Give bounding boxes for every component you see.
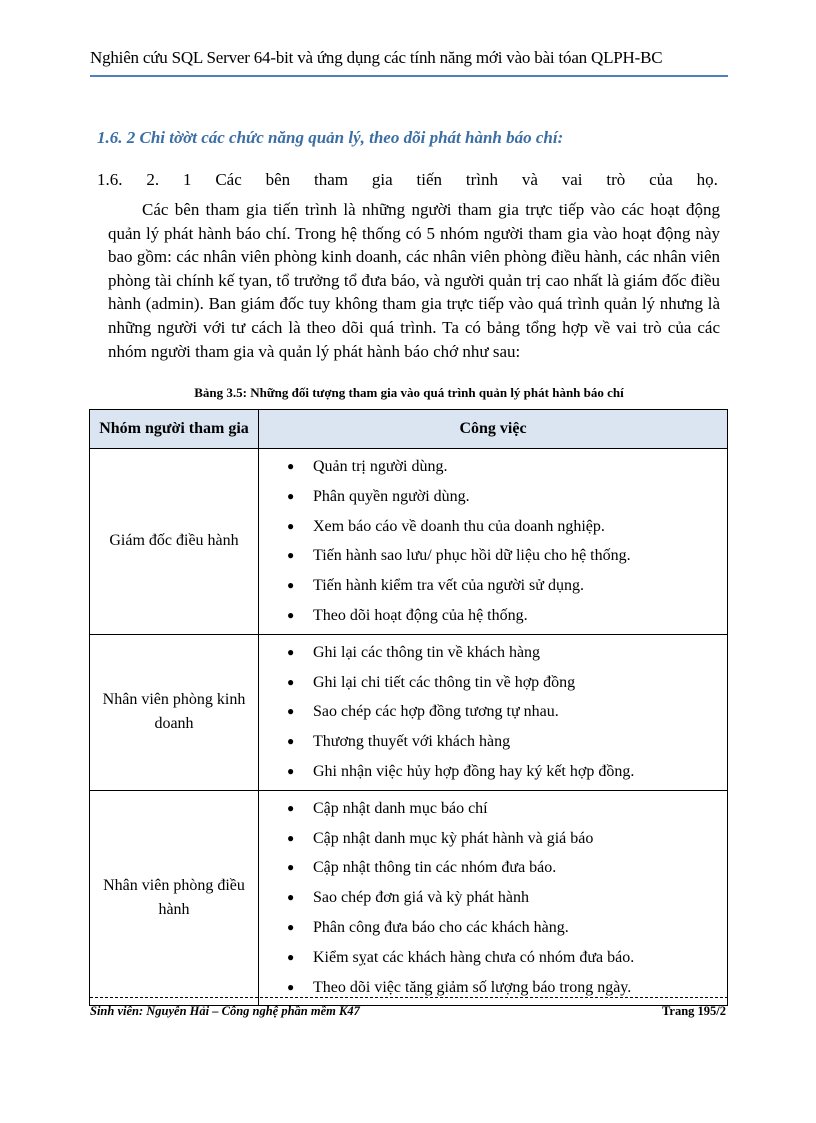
- task-item: [259, 541, 727, 571]
- task-item: [259, 571, 727, 601]
- header-tasks-column: Công việc: [259, 410, 728, 449]
- roles-table: [89, 409, 728, 1006]
- subheading-word: trình: [465, 170, 498, 189]
- task-item: [259, 727, 727, 757]
- table-row: [90, 634, 728, 790]
- task-item: [259, 482, 727, 512]
- section-title: 1.6. 2 Chi tờờt các chức năng quản lý, theo dõi phát hành báo chí:: [97, 128, 564, 147]
- task-item: [259, 452, 727, 482]
- bullet-icon: ●: [287, 734, 295, 749]
- bullet-icon: ●: [287, 860, 295, 875]
- bullet-icon: ●: [287, 488, 295, 503]
- task-item: [259, 824, 727, 854]
- task-item: [259, 883, 727, 913]
- bullet-icon: ●: [287, 830, 295, 845]
- task-text: Cập nhật danh mục kỳ phát hành và giá báo: [313, 829, 594, 847]
- task-item: [259, 943, 727, 973]
- table-header-row: [90, 410, 728, 449]
- subheading-word: và: [521, 170, 538, 189]
- task-text: Theo dõi việc tăng giảm số lượng báo trong ngày.: [313, 978, 632, 996]
- task-item: [259, 697, 727, 727]
- header-divider: [90, 75, 728, 77]
- task-text: Sao chép các hợp đồng tương tự nhau.: [313, 703, 559, 721]
- footer-page-number: Trang 195/2: [661, 1004, 726, 1018]
- task-text: Quản trị người dùng.: [313, 458, 448, 475]
- subheading-word: bên: [265, 170, 291, 189]
- tasks-cell: [259, 634, 728, 790]
- bullet-icon: ●: [287, 979, 295, 994]
- task-list: [259, 791, 727, 1006]
- task-text: Phân công đưa báo cho các khách hàng.: [313, 918, 569, 936]
- task-text: Ghi nhận việc hủy hợp đồng hay ký kết hợp đồng.: [313, 762, 635, 780]
- page-header-title: Nghiên cứu SQL Server 64-bit và ứng dụng các tính năng mới vào bài tóan QLPH-BC: [90, 48, 663, 67]
- bullet-icon: ●: [287, 548, 295, 563]
- task-item: [259, 512, 727, 542]
- task-item: [259, 668, 727, 698]
- bullet-icon: ●: [287, 578, 295, 593]
- body-paragraph: Các bên tham gia tiến trình là những người tham gia trực tiếp vào các hoạt động quản lý phát hành báo chí. Trong hệ thống có 5 nhóm người tham gia vào hoạt động này bao gồm: các nhân viên phòng kinh doanh, các nhân viên phòng điều hành, các nhân viên phòng tài chính kế tyan, tổ trưởng tổ đưa báo, và người quản trị cao nhất là giám đốc điều hành (admin). Ban giám đốc tuy không tham gia trực tiếp vào quá trình quản lý nhưng là những người với tư cách là theo dõi quá trình. Ta có bảng tổng hợp về vai trò của các nhóm người tham gia và quản lý phát hành báo chớ như sau:: [108, 200, 720, 361]
- task-list: [259, 449, 727, 634]
- table-row: [90, 449, 728, 635]
- tasks-cell: [259, 790, 728, 1006]
- subheading-word: 1: [182, 170, 192, 189]
- task-text: Phân quyền người dùng.: [313, 487, 470, 505]
- subheading-word: 1.6.: [97, 170, 123, 189]
- task-text: Theo dõi hoạt động của hệ thống.: [313, 606, 528, 624]
- subheading-word: tiến: [416, 170, 443, 189]
- group-cell: Nhân viên phòng kinh doanh: [90, 634, 259, 790]
- footer-author: Sinh viên: Nguyễn Hải – Công nghệ phần mềm K47: [90, 1004, 360, 1018]
- group-cell: Giám đốc điều hành: [90, 449, 259, 635]
- bullet-icon: ●: [287, 518, 295, 533]
- task-text: Tiến hành kiểm tra vết của người sử dụng.: [313, 577, 584, 595]
- bullet-icon: ●: [287, 607, 295, 622]
- group-cell: Nhân viên phòng điều hành: [90, 790, 259, 1006]
- header-group-column: Nhóm người tham gia: [90, 410, 259, 449]
- task-item: [259, 794, 727, 824]
- subheading: [97, 170, 718, 190]
- subheading-word: của: [649, 170, 673, 189]
- tasks-cell: [259, 449, 728, 635]
- task-item: [259, 913, 727, 943]
- task-text: Cập nhật thông tin các nhóm đưa báo.: [313, 859, 557, 877]
- subheading-word: tham: [314, 170, 349, 189]
- bullet-icon: ●: [287, 919, 295, 934]
- task-item: [259, 853, 727, 883]
- subheading-word: vai: [561, 170, 583, 189]
- table-caption: Bảng 3.5: Những đối tượng tham gia vào quá trình quản lý phát hành báo chí: [194, 385, 624, 400]
- bullet-icon: ●: [287, 890, 295, 905]
- subheading-word: gia: [371, 170, 393, 189]
- subheading-word: trò: [606, 170, 626, 189]
- task-text: Ghi lại chi tiết các thông tin về hợp đồng: [313, 673, 576, 691]
- bullet-icon: ●: [287, 644, 295, 659]
- bullet-icon: ●: [287, 949, 295, 964]
- task-text: Cập nhật danh mục báo chí: [313, 799, 488, 817]
- task-item: [259, 638, 727, 668]
- bullet-icon: ●: [287, 800, 295, 815]
- table-row: [90, 790, 728, 1006]
- subheading-word: 2.: [146, 170, 160, 189]
- task-text: Xem báo cáo về doanh thu của doanh nghiệp.: [313, 517, 605, 535]
- subheading-word: Các: [215, 170, 242, 189]
- subheading-word: họ.: [696, 170, 718, 189]
- footer-divider: [90, 997, 728, 998]
- task-text: Thương thuyết với khách hàng: [313, 733, 511, 751]
- task-list: [259, 635, 727, 790]
- bullet-icon: ●: [287, 704, 295, 719]
- task-text: Tiến hành sao lưu/ phục hồi dữ liệu cho hệ thống.: [313, 547, 631, 565]
- task-text: Kiểm sỵat các khách hàng chưa có nhóm đưa báo.: [313, 948, 635, 966]
- task-text: Ghi lại các thông tin về khách hàng: [313, 643, 541, 661]
- bullet-icon: ●: [287, 763, 295, 778]
- task-text: Sao chép đơn giá và kỳ phát hành: [313, 889, 529, 907]
- bullet-icon: ●: [287, 459, 295, 473]
- task-item: [259, 757, 727, 787]
- bullet-icon: ●: [287, 674, 295, 689]
- task-item: [259, 601, 727, 631]
